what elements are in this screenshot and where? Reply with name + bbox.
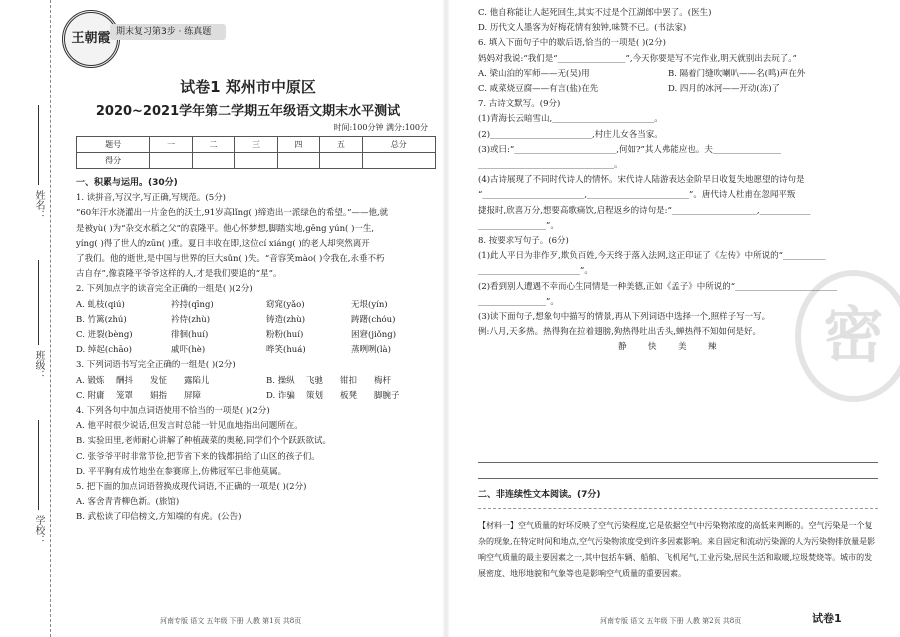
score-header: 五 bbox=[320, 137, 362, 153]
question-line: “________________________,________________________”。唐代诗人杜甫在忽闻平叛 bbox=[478, 190, 796, 201]
option: A. 梁山泊的军师——无(吴)用 bbox=[478, 68, 590, 79]
option: 发怔 bbox=[150, 375, 168, 386]
question-line: 捷报时,欣喜万分,想要高歌痛饮,启程返乡的诗句是:“____________________,____________ bbox=[478, 205, 811, 216]
time-info: 时间:100分钟 满分:100分 bbox=[333, 123, 428, 132]
score-row-label: 得分 bbox=[77, 153, 150, 169]
question-line: ________________”。 bbox=[478, 220, 559, 231]
score-cell[interactable] bbox=[192, 153, 234, 169]
question-line: (1)此人平日为非作歹,欺负百姓,今天终于落入法网,这正印证了《左传》中所说的“__________ bbox=[478, 251, 826, 262]
option: C. 张爷爷平时非常节俭,把节省下来的钱都捐给了山区的孩子们。 bbox=[76, 451, 320, 462]
question-line: 7. 古诗文默写。(9分) bbox=[478, 99, 561, 110]
question-line: (2)看到别人遭遇不幸而心生同情是一种美德,正如《孟子》中所说的“________________________ bbox=[478, 281, 838, 292]
option-row bbox=[478, 67, 883, 82]
class-line bbox=[38, 260, 39, 345]
name-label: 姓名： bbox=[33, 190, 44, 220]
option: 梅杆 bbox=[374, 375, 392, 386]
right-questions bbox=[478, 6, 883, 356]
name-line bbox=[38, 105, 39, 185]
question-line: 3. 下列词语书写完全正确的一组是( )(2分) bbox=[76, 360, 236, 371]
question-line: 例:八月,天多热。热得狗在拉着翅膀,狗热得吐出舌头,蝉热得不知如何是好。 bbox=[478, 327, 761, 338]
question-line: 是被yù( )为“杂交水稻之父”的袁隆平。他心怀梦想,脚踏实地,gēng yún( )一生, bbox=[76, 223, 375, 234]
score-header: 题号 bbox=[77, 137, 150, 153]
answer-line[interactable] bbox=[478, 478, 878, 479]
option: D. 诈骗 bbox=[266, 390, 295, 401]
score-cell[interactable] bbox=[362, 153, 435, 169]
option: 窈窕(yǎo) bbox=[266, 299, 305, 310]
divider bbox=[478, 508, 878, 509]
answer-line[interactable] bbox=[478, 462, 878, 463]
question-line: 5. 把下面的加点词语替换成现代词语,不正确的一项是( )(2分) bbox=[76, 482, 307, 493]
question-line: 古自存”,像袁隆平爷爷这样的人,才是我们要追的“星”。 bbox=[76, 269, 282, 280]
option: B. 实验田里,老师耐心讲解了种植蔬菜的奥秘,同学们个个跃跃欲试。 bbox=[76, 436, 332, 447]
binding-margin bbox=[0, 0, 58, 637]
section2-wrap bbox=[478, 488, 878, 503]
option: 酬抖 bbox=[116, 375, 134, 386]
question-line: ________________________________。 bbox=[478, 160, 623, 171]
word-choice: 美 bbox=[678, 342, 687, 353]
option: B. 竹篱(zhú) bbox=[76, 314, 127, 325]
confidential-stamp: 密 bbox=[795, 270, 900, 402]
question-line: 2. 下列加点字的读音完全正确的一组是( )(2分) bbox=[76, 284, 253, 295]
option: 策划 bbox=[306, 390, 324, 401]
score-cell[interactable] bbox=[235, 153, 277, 169]
section-heading: 二、非连续性文本阅读。(7分) bbox=[478, 490, 601, 500]
word-choice: 辣 bbox=[708, 342, 717, 353]
question-line: (3)读下面句子,想象句中描写的情景,再从下列词语中选择一个,照样子写一写。 bbox=[478, 312, 771, 323]
option: 飞驰 bbox=[306, 375, 324, 386]
option: A. 客舍青青柳色新。(旅馆) bbox=[76, 497, 180, 508]
option-row bbox=[76, 298, 438, 313]
question-line: yíng( )得了世人的zūn( )重。夏日丰收在即,这位cí xiáng( )的老人却突然离开 bbox=[76, 238, 370, 249]
score-cell[interactable] bbox=[277, 153, 319, 169]
option: 哗笑(huá) bbox=[266, 345, 306, 356]
option: 钳扣 bbox=[340, 375, 358, 386]
page-footer: 河南专版 语文 五年级 下册 人教 第1页 共8页 bbox=[160, 617, 302, 625]
brand-logo: 王朝霞 bbox=[62, 10, 120, 68]
option: 困窘(jiǒng) bbox=[351, 330, 397, 341]
question-line: 了我们。他的逝世,是中国与世界的巨大sǔn( )失。“音容笑mào( )令我在,永垂不朽 bbox=[76, 254, 385, 265]
option: A. 锻炼 bbox=[76, 375, 105, 386]
option-row bbox=[478, 82, 883, 97]
exam-badge: 试卷1 bbox=[812, 612, 842, 625]
question-line: D. 历代文人墨客为好梅花情有独钟,味赞不已。(书法家) bbox=[478, 23, 687, 34]
option: B. 操纵 bbox=[266, 375, 295, 386]
option: 屏障 bbox=[184, 390, 202, 401]
question-line: 6. 填入下面句子中的歇后语,恰当的一项是( )(2分) bbox=[478, 38, 666, 49]
question-line: (1)青海长云暗雪山,________________________。 bbox=[478, 114, 663, 125]
option: 蒸咧咧(là) bbox=[351, 345, 391, 356]
question-line: ________________________”。 bbox=[478, 266, 593, 277]
option: 露陷儿 bbox=[184, 375, 210, 386]
option: 衿侍(zhù) bbox=[171, 314, 211, 325]
score-table bbox=[76, 136, 436, 169]
option: 戚吓(hè) bbox=[171, 345, 206, 356]
school-line bbox=[38, 420, 39, 510]
header-step: 期末复习第3步 · 练真题 bbox=[110, 24, 226, 40]
option: D. 绰起(chāo) bbox=[76, 345, 132, 356]
option: 脚腕子 bbox=[374, 390, 400, 401]
option: 粉粉(huí) bbox=[266, 330, 304, 341]
option: D. 四月的冰河——开动(冻)了 bbox=[668, 84, 781, 95]
option: 娟指 bbox=[150, 390, 168, 401]
school-label: 学校： bbox=[33, 515, 44, 545]
score-cell[interactable] bbox=[150, 153, 192, 169]
score-cell[interactable] bbox=[320, 153, 362, 169]
option-row bbox=[76, 374, 438, 389]
word-choice: 静 bbox=[618, 342, 627, 353]
option: 衿持(qīng) bbox=[171, 299, 214, 310]
left-page bbox=[0, 0, 440, 637]
option-row bbox=[76, 328, 438, 343]
option: C. 咸菜烧豆腐——有言(盐)在先 bbox=[478, 84, 599, 95]
question-line: ________________”。 bbox=[478, 296, 559, 307]
question-line: 妈妈对我说:“我们是“________________”,今天你要是写不完作业,明天就别出去玩了。” bbox=[478, 53, 797, 64]
question-line: (3)或曰:“________________________,何如?”其人弗能应也。夫________________ bbox=[478, 144, 781, 155]
word-choice: 快 bbox=[648, 342, 657, 353]
option: A. 虬枝(qiú) bbox=[76, 299, 125, 310]
page-fold bbox=[442, 0, 450, 637]
option: A. 他平时很少说话,但发言时总能一针见血地指出问题所在。 bbox=[76, 421, 303, 432]
cut-line bbox=[50, 0, 51, 637]
option: 笼罩 bbox=[116, 390, 134, 401]
option: B. 武松读了印信榜文,方知端的有虎。(公告) bbox=[76, 512, 242, 523]
option: 踌躇(chóu) bbox=[351, 314, 396, 325]
left-questions bbox=[76, 176, 438, 526]
score-header: 总分 bbox=[362, 137, 435, 153]
score-header: 二 bbox=[192, 137, 234, 153]
material-text: 【材料一】空气质量的好坏反映了空气污染程度,它是依据空气中污染物浓度的高低来判断的。空气污染是一个复杂的现象,在特定时间和地点,空气污染物浓度受到许多因素影响。来自固定和流动污染源的人为污染物排放量是影响空气质量的最主要因素之一,其中包括车辆、船舶、飞机尾气,工业污染,居民生活和取暖,垃圾焚烧等。城市的发展密度、地形地貌和气象等也是影响空气质量的重要因素。 bbox=[478, 521, 876, 578]
option-row bbox=[76, 389, 438, 404]
option: D. 平平胸有成竹地坐在参赛席上,仿佛冠军已非他莫属。 bbox=[76, 466, 287, 477]
word-choice-row bbox=[478, 340, 883, 355]
section-heading: 一、积累与运用。(30分) bbox=[76, 178, 178, 188]
score-header: 四 bbox=[277, 137, 319, 153]
score-header: 三 bbox=[235, 137, 277, 153]
score-header: 一 bbox=[150, 137, 192, 153]
option-row bbox=[76, 313, 438, 328]
exam-subtitle: 2020~2021学年第二学期五年级语文期末水平测试 bbox=[95, 104, 401, 119]
exam-title: 试卷1 郑州市中原区 bbox=[180, 78, 316, 96]
option-row bbox=[76, 343, 438, 358]
class-label: 班级： bbox=[33, 350, 44, 380]
option: 无垠(yín) bbox=[351, 299, 388, 310]
question-line: “60年汗水浇灌出一片金色的沃土,91岁高lǐng( )缔造出一派绿色的希望。”——他,就 bbox=[76, 208, 389, 219]
option: C. 迸裂(bèng) bbox=[76, 330, 133, 341]
question-line: 1. 读拼音,写汉字,写正确,写规范。(5分) bbox=[76, 193, 226, 204]
question-line: (4)古诗展现了不同时代诗人的情怀。宋代诗人陆游表达金阶早日收复失地愿望的诗句是 bbox=[478, 175, 805, 186]
question-line: 4. 下列各句中加点词语使用不恰当的一项是( )(2分) bbox=[76, 406, 270, 417]
question-line: (2)________________________,村庄儿女各当家。 bbox=[478, 129, 663, 140]
page-footer: 河南专版 语文 五年级 下册 人教 第2页 共8页 bbox=[600, 617, 742, 625]
question-line: 8. 按要求写句子。(6分) bbox=[478, 236, 569, 247]
option: C. 附庸 bbox=[76, 390, 105, 401]
option: 徘徊(huí) bbox=[171, 330, 209, 341]
question-line: C. 他自称能让人起死回生,其实不过是个江湖郎中罢了。(医生) bbox=[478, 8, 712, 18]
option: B. 隔着门缝吹喇叭——名(鸣)声在外 bbox=[668, 68, 806, 79]
option: 板凳 bbox=[340, 390, 358, 401]
option: 铸造(zhù) bbox=[266, 314, 306, 325]
